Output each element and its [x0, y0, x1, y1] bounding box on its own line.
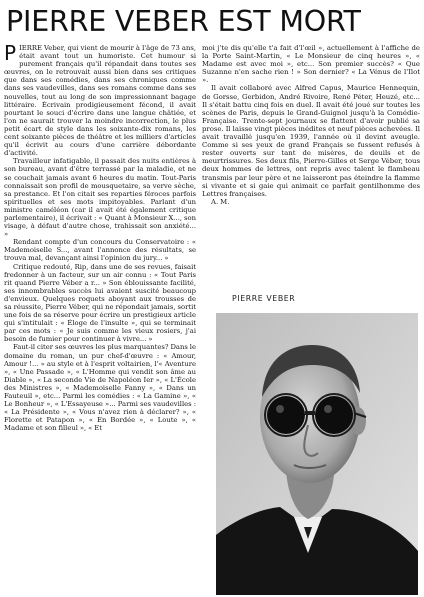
paragraph-text: IERRE Veber, qui vient de mourir à l'âge de 73 ans, était avant tout un humoriste. Cet humour si purement français qu'il répandait dans toutes ses œuvres, on le retrouvait aussi bien dans ses critiques que dans ses comédies, dans ses chroniques comme dans ses vaudevilles, dans ses romans comme dans ses nouvelles, tout au long de son impressionnant bagage littéraire. Écrivain prodigieusement fécond, il avait pourtant le souci d'écrire dans une langue châtiée, et l'on ne saurait trouver la moindre incorrection, le plus petit écart de style dans les soixante-dix romans, les cent soixante pièces de théâtre et les milliers d'articles qu'il écrivit au cours d'une carrière débordante d'activité.	[4, 44, 196, 158]
article-paragraph-2: Travailleur infatigable, il passait des nuits entières à son bureau, avant d'être terrassé par la maladie, et ne se couchait jamais avant 6 heures du matin. Tout-Paris connaissait son profil de mousquetaire, sa verve sèche, sa prestance. Et l'on citait ses reparties féroces parfois spirituelles et ses mots impitoyables. Parlant d'un ministre caméléon (car il avait été également critique parlementaire), il écrivait : « Quant à Monsieur X..., son visage, à défaut d'autre chose, trahissait son anxiété... »	[4, 157, 196, 239]
left-text-column	[4, 44, 196, 595]
article-paragraph-3: Rendant compte d'un concours du Conservatoire : « Mademoiselle S..., avant l'annonce des résultats, se trouva mal, devançant ainsi l'opinion du jury... »	[4, 238, 196, 263]
portrait-illustration	[216, 313, 418, 595]
drop-cap: P	[4, 44, 17, 65]
article-paragraph-4: Critique redouté, Rip, dans une de ses revues, faisait fredonner à un facteur, sur un air connu : « Tout Paris rit quand Pierre Véber a r... » Son éblouissante facilité, ses innombrables succès lui avaient suscité beaucoup d'envieux. Quelques roquets aboyant aux trousses de sa réussite, Pierre Véber, qui ne répondait jamais, sortit une fois de sa réserve pour écrire un prestigieux article qui s'intitulait : « Éloge de l'insulte », qui se terminait par ces mots : « Je suis comme les vieux rosiers, j'ai besoin de fumier pour continuer à vivre... »	[4, 262, 196, 344]
right-text-column	[202, 44, 420, 294]
author-signature: A. M.	[211, 197, 230, 206]
portrait-photo	[216, 313, 418, 595]
article-paragraph-6: moi j'te dis qu'elle t'a fait d'l'œil », actuellement à l'affiche de la Porte Saint-Martin, « Le Monsieur de cinq heures », « Madame est avec moi », etc... Son premier succès? « Que Suzanne n'en sache rien ! » Son dernier? « La Vénus de l'Ilot ».	[202, 44, 420, 85]
photo-caption: PIERRE VEBER	[232, 294, 296, 303]
article-paragraph-5: Faut-il citer ses œuvres les plus marquantes? Dans le domaine du roman, un pur chef-d'œuvre : « Amour, Amour !... » au style et à l'esprit voltairien, l'« Aventure », « Une Passade », « L'Homme qui vendit son âme au Diable », « La seconde Vie de Napoléon Ier », « L'École des Ministres », « Mademoiselle Fanny », « Dans un Fauteuil », etc... Parmi les comédies : « La Gamine », « Le Bonheur », « L'Essayeuse »... Parmi ses vaudevilles : « La Présidente », « Vous n'avez rien à déclarer? », « Florette et Patapon », « En Bordée », « Loute », « Madame et son filleul », « Et	[4, 343, 196, 433]
article-paragraph-7: Il avait collaboré avec Alfred Capus, Maurice Hennequin, de Gorsse, Gerbidon, André Rivoire, René Péter, Heuzé, etc... Il s'était battu cinq fois en duel. Il avait été joué sur toutes les scènes de Paris, depuis le Grand-Guignol jusqu'à la Comédie-Française. Trente-sept journaux se flattent d'avoir publié sa prose. Il laisse vingt pièces inédites et neuf pièces achevées. Il avait travaillé jusqu'en 1939, l'année où il devint aveugle. Comme si ses yeux de grand Français se fussent refusés à rester ouverts sur tant de misères, de deuils et de meurtrissures. Ses deux fils, Pierre-Gilles et Serge Véber, tous deux hommes de lettres, ont repris avec talent le flambeau transmis par leur père et ne laisseront pas éteindre la flamme si vivante et si gaie qui animait ce parfait gentilhomme des Lettres françaises.	[202, 84, 420, 198]
article-paragraph-1	[4, 44, 196, 157]
article-headline: PIERRE VEBER EST MORT	[6, 5, 361, 38]
